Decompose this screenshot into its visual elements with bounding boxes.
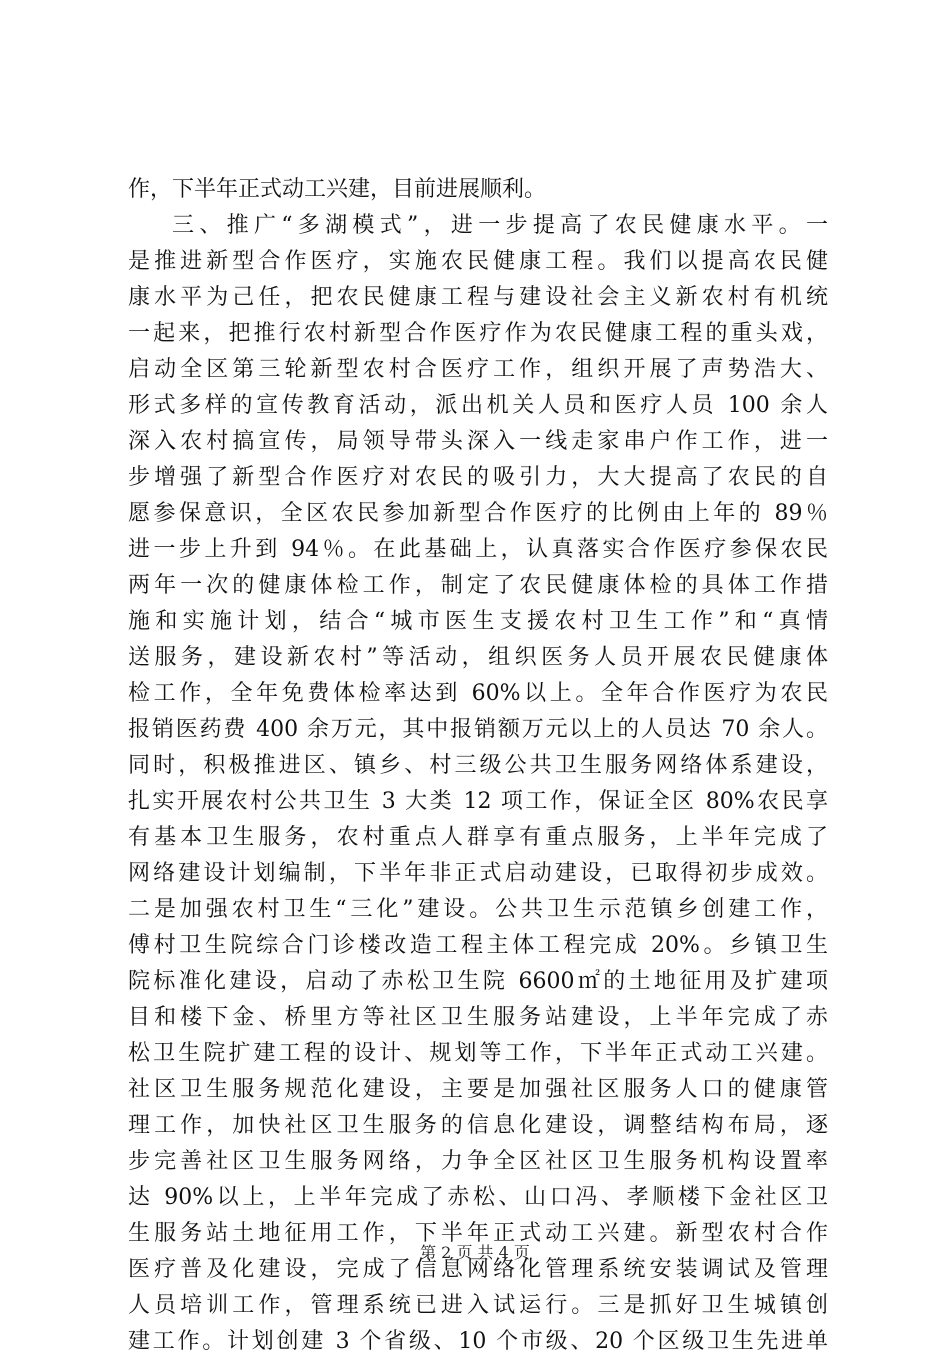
- text-line: 同时，积极推进区、镇乡、村三级公共卫生服务网络体系建设，: [128, 753, 828, 778]
- text-line: 进一步上升到 94％。在此基础上，认真落实合作医疗参保农民: [128, 537, 828, 562]
- text-line: 深入农村搞宣传，局领导带头深入一线走家串户作工作，进一: [128, 429, 828, 454]
- text-line: 两年一次的健康体检工作，制定了农民健康体检的具体工作措: [128, 573, 828, 598]
- page-footer: [0, 1242, 950, 1264]
- text-line: 三、推广“多湖模式”，进一步提高了农民健康水平。一: [172, 213, 828, 238]
- text-line: 院标准化建设，启动了赤松卫生院 6600㎡的土地征用及扩建项: [128, 969, 828, 994]
- text-line: 傅村卫生院综合门诊楼改造工程主体工程完成 20%。乡镇卫生: [128, 933, 828, 958]
- text-line: 有基本卫生服务，农村重点人群享有重点服务，上半年完成了: [128, 825, 828, 850]
- text-line: 网络建设计划编制，下半年非正式启动建设，已取得初步成效。: [128, 861, 828, 886]
- text-line: 检工作，全年免费体检率达到 60%以上。全年合作医疗为农民: [128, 681, 828, 706]
- text-line: 扎实开展农村公共卫生 3 大类 12 项工作，保证全区 80%农民享: [128, 789, 828, 814]
- text-line: 生服务站土地征用工作，下半年正式动工兴建。新型农村合作: [128, 1221, 828, 1246]
- text-line: 施和实施计划，结合“城市医生支援农村卫生工作”和“真情: [128, 609, 828, 634]
- text-line: 目和楼下金、桥里方等社区卫生服务站建设，上半年完成了赤: [128, 1005, 828, 1030]
- text-line: 启动全区第三轮新型农村合医疗工作，组织开展了声势浩大、: [128, 357, 828, 382]
- text-line: 达 90%以上，上半年完成了赤松、山口冯、孝顺楼下金社区卫: [128, 1185, 828, 1210]
- text-line: 一起来，把推行农村新型合作医疗作为农民健康工程的重头戏，: [128, 321, 828, 346]
- text-line: 医疗普及化建设，完成了信息网络化管理系统安装调试及管理: [128, 1257, 828, 1282]
- text-line: 人员培训工作，管理系统已进入试运行。三是抓好卫生城镇创: [128, 1293, 828, 1318]
- text-line: 理工作，加快社区卫生服务的信息化建设，调整结构布局，逐: [128, 1113, 828, 1138]
- text-line: 步完善社区卫生服务网络，力争全区社区卫生服务机构设置率: [128, 1149, 828, 1174]
- text-line: 二是加强农村卫生“三化”建设。公共卫生示范镇乡创建工作，: [128, 897, 828, 922]
- text-line: 作，下半年正式动工兴建，目前进展顺利。: [128, 177, 547, 202]
- text-line: 步增强了新型合作医疗对农民的吸引力，大大提高了农民的自: [128, 465, 828, 490]
- text-line: 是推进新型合作医疗，实施农民健康工程。我们以提高农民健: [128, 249, 828, 274]
- text-line: 送服务，建设新农村”等活动，组织医务人员开展农民健康体: [128, 645, 828, 670]
- text-line: 报销医药费 400 余万元，其中报销额万元以上的人员达 70 余人。: [128, 717, 828, 742]
- text-line: 康水平为己任，把农民健康工程与建设社会主义新农村有机统: [128, 285, 828, 310]
- text-line: 社区卫生服务规范化建设，主要是加强社区服务人口的健康管: [128, 1077, 828, 1102]
- body-text: [128, 172, 828, 1360]
- text-line: 愿参保意识，全区农民参加新型合作医疗的比例由上年的 89％: [128, 501, 828, 526]
- text-line: 松卫生院扩建工程的设计、规划等工作，下半年正式动工兴建。: [128, 1041, 828, 1066]
- text-line: 建工作。计划创建 3 个省级、10 个市级、20 个区级卫生先进单: [128, 1329, 828, 1354]
- page-number-label: 第 2 页 共 4 页: [420, 1243, 530, 1262]
- text-line: 形式多样的宣传教育活动，派出机关人员和医疗人员 100 余人: [128, 393, 828, 418]
